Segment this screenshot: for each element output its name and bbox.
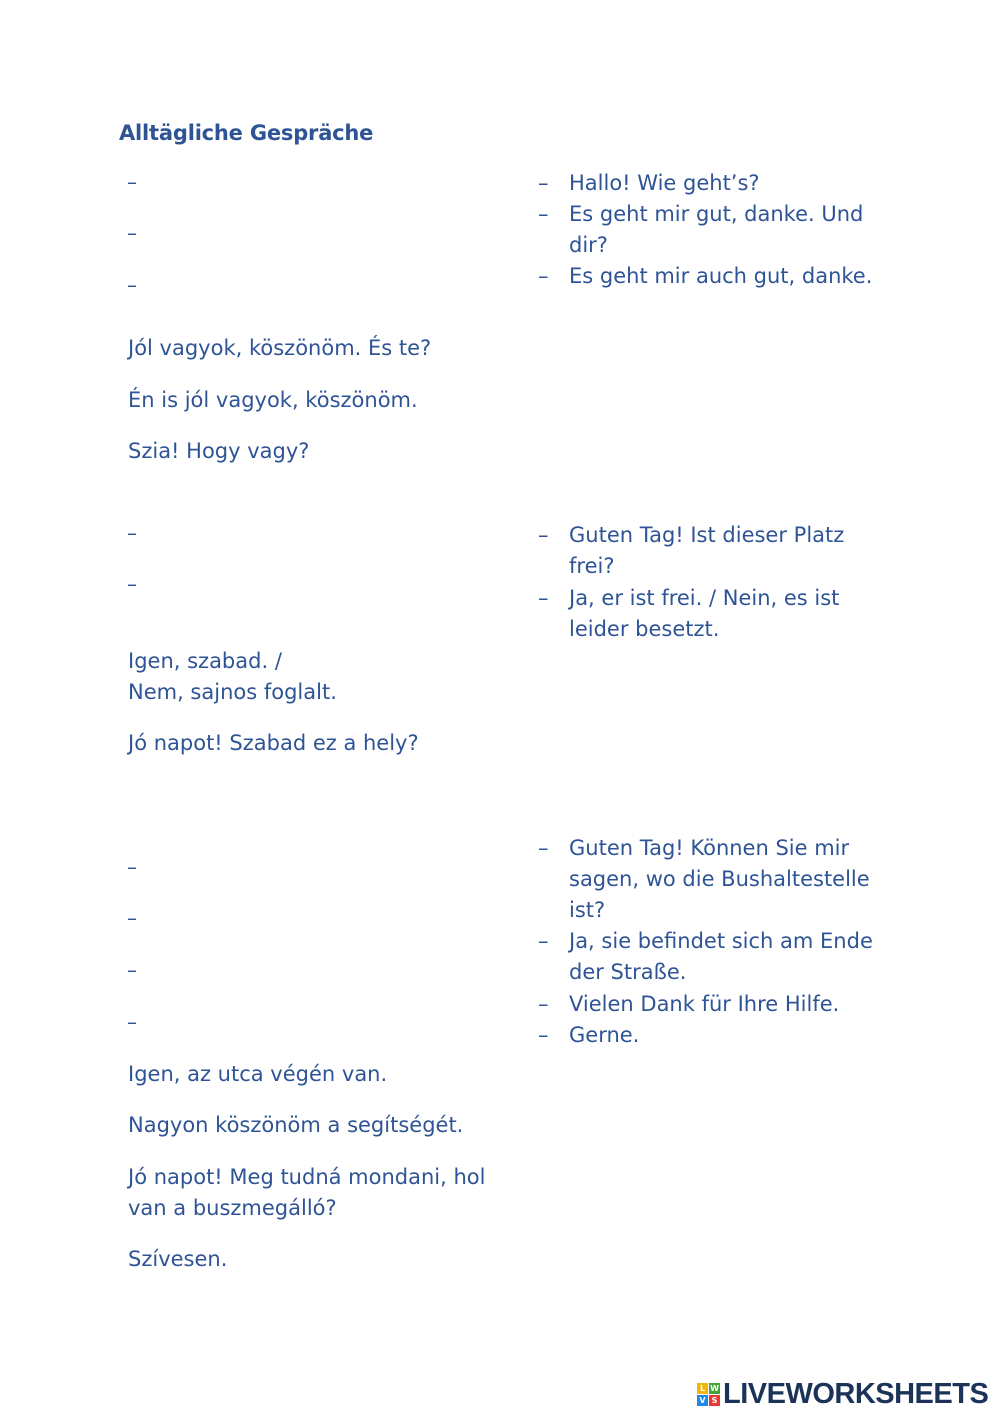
- hungarian-option[interactable]: Nagyon köszönöm a segítségét.: [128, 1113, 464, 1137]
- german-line-cont: frei?: [569, 554, 615, 578]
- hungarian-option[interactable]: Én is jól vagyok, köszönöm.: [128, 388, 418, 412]
- answer-slot-3-2[interactable]: –: [127, 906, 137, 930]
- german-line: – Guten Tag! Ist dieser Platz: [538, 523, 845, 547]
- logo-mark-icon: L W V S: [697, 1383, 720, 1406]
- german-line: – Es geht mir gut, danke. Und: [538, 202, 864, 226]
- german-line: – Hallo! Wie geht’s?: [538, 171, 760, 195]
- german-line-cont: leider besetzt.: [569, 617, 720, 641]
- answer-slot-3-4[interactable]: –: [127, 1010, 137, 1034]
- answer-slot-2-2[interactable]: –: [127, 572, 137, 596]
- german-line-cont: dir?: [569, 233, 608, 257]
- hungarian-option[interactable]: Jó napot! Szabad ez a hely?: [128, 731, 419, 755]
- german-line: – Guten Tag! Können Sie mir: [538, 836, 850, 860]
- answer-slot-1-3[interactable]: –: [127, 273, 137, 297]
- liveworksheets-logo: [697, 1378, 988, 1410]
- answer-slot-1-1[interactable]: –: [127, 170, 137, 194]
- hungarian-option[interactable]: Jó napot! Meg tudná mondani, hol van a buszmegálló?: [128, 1165, 486, 1220]
- german-line: – Ja, sie befindet sich am Ende: [538, 929, 873, 953]
- worksheet-title: Alltägliche Gespräche: [119, 121, 374, 145]
- german-line: – Ja, er ist frei. / Nein, es ist: [538, 586, 840, 610]
- german-line-cont: sagen, wo die Bushaltestelle: [569, 867, 870, 891]
- german-line-cont: der Straße.: [569, 960, 687, 984]
- answer-slot-2-1[interactable]: –: [127, 521, 137, 545]
- answer-slot-3-3[interactable]: –: [127, 958, 137, 982]
- german-line: – Gerne.: [538, 1023, 640, 1047]
- german-line-cont: ist?: [569, 898, 606, 922]
- hungarian-option[interactable]: Igen, az utca végén van.: [128, 1062, 388, 1086]
- hungarian-option[interactable]: Jól vagyok, köszönöm. És te?: [128, 336, 432, 360]
- hungarian-option[interactable]: Szia! Hogy vagy?: [128, 439, 310, 463]
- answer-slot-1-2[interactable]: –: [127, 221, 137, 245]
- hungarian-option[interactable]: Szívesen.: [128, 1247, 228, 1271]
- logo-text: LIVEWORKSHEETS: [723, 1377, 989, 1410]
- answer-slot-3-1[interactable]: –: [127, 855, 137, 879]
- german-line: – Es geht mir auch gut, danke.: [538, 264, 873, 288]
- german-line: – Vielen Dank für Ihre Hilfe.: [538, 992, 840, 1016]
- hungarian-option[interactable]: Igen, szabad. / Nem, sajnos foglalt.: [128, 649, 337, 704]
